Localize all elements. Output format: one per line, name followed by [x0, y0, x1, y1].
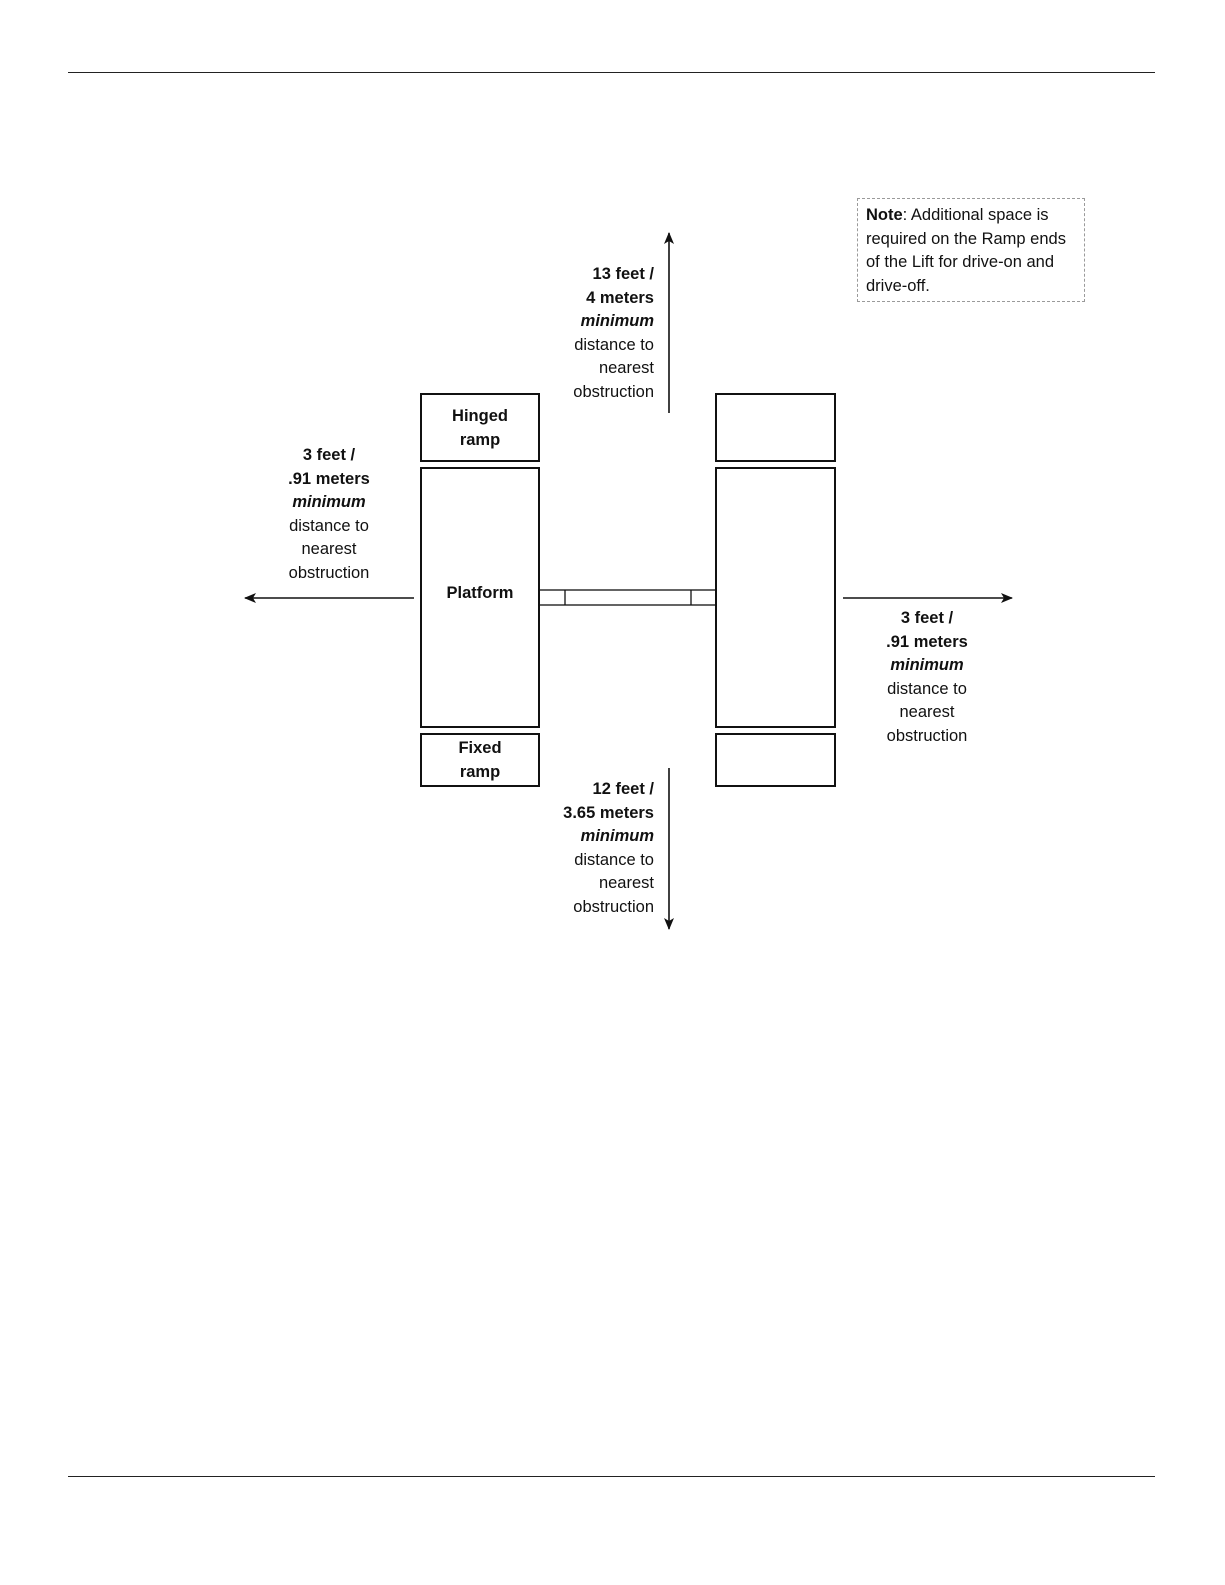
note-line-2: required on the Ramp ends: [866, 229, 1066, 248]
platform-label: Platform: [446, 584, 514, 602]
bottom-clearance-label: 12 feet / 3.65 meters minimum distance to nearest obstruction: [563, 780, 654, 916]
left-clearance-label: 3 feet / .91 meters minimum distance to nearest obstruction: [288, 446, 370, 582]
fixed-ramp-label: Fixed ramp: [458, 739, 502, 781]
hinged-ramp-label: Hinged ramp: [452, 407, 508, 449]
crossbar: [539, 590, 716, 605]
note-line-3: of the Lift for drive-on and: [866, 253, 1055, 271]
top-clearance-label: 13 feet / 4 meters minimum distance to nearest obstruction: [573, 265, 654, 401]
note-line-4: drive-off.: [866, 276, 930, 295]
right-fixed-ramp-box: [716, 734, 835, 786]
note-line-1: : Additional space is: [902, 206, 1049, 224]
note-lead: Note: [866, 206, 903, 224]
right-platform-box: [716, 468, 835, 727]
right-hinged-ramp-box: [716, 394, 835, 461]
right-clearance-label: 3 feet / .91 meters minimum distance to nearest obstruction: [886, 609, 968, 745]
note-box: [857, 198, 1085, 302]
